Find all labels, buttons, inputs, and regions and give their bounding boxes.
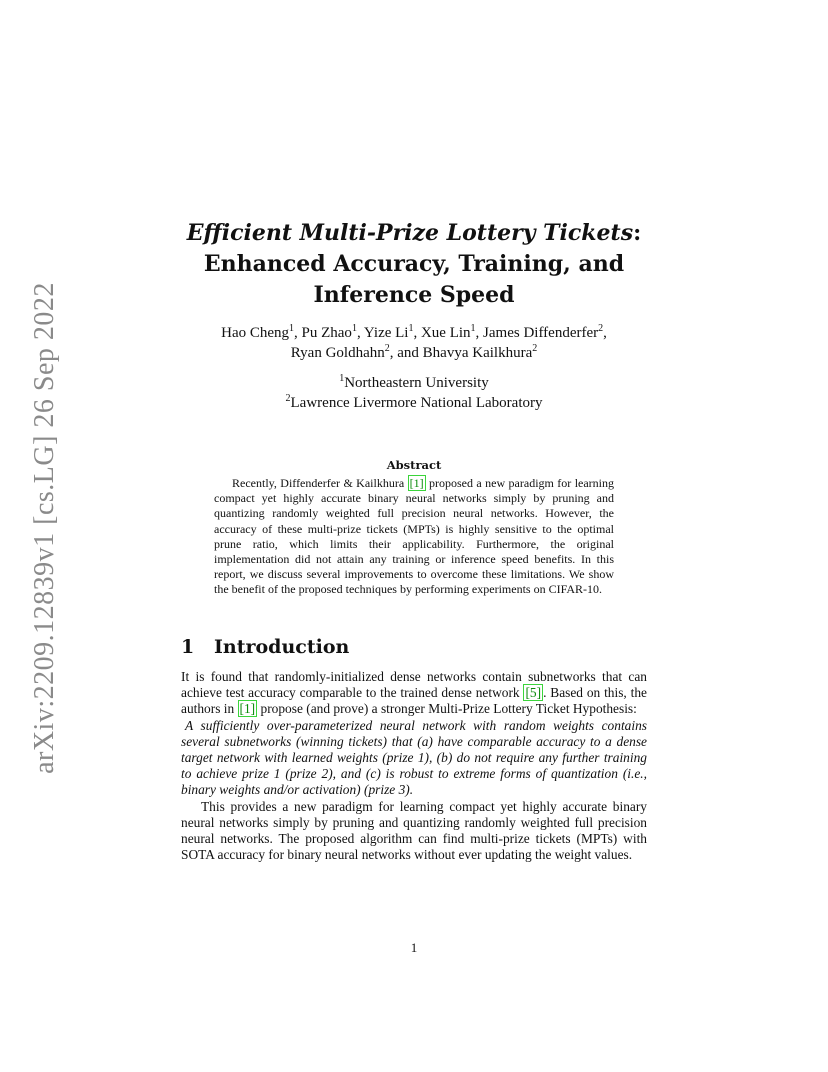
author: Bhavya Kailkhura$^2$ bbox=[422, 343, 538, 361]
affiliation-list bbox=[200, 373, 628, 413]
author: Ryan Goldhahn$^2$, and bbox=[290, 343, 423, 361]
paragraph: This provides a new paradigm for learning compact yet highly accurate binary neural networks simply by pruning and quantizing randomly weighted full precision neural networks. The proposed algorithm can find multi-prize tickets (MPTs) with SOTA accuracy for binary neural networks without ever updating the weight values. bbox=[181, 798, 647, 863]
affiliation: $^2$Lawrence Livermore National Laboratory bbox=[285, 393, 543, 411]
citation-link[interactable]: [5] bbox=[525, 685, 542, 701]
citation-link[interactable]: [1] bbox=[239, 701, 256, 717]
title-italic-part: Efficient Multi-Prize Lottery Tickets bbox=[186, 220, 634, 246]
title-line-3: Inference Speed bbox=[313, 282, 515, 308]
arxiv-identifier-stamp: arXiv:2209.12839v1 [cs.LG] 26 Sep 2022 bbox=[29, 282, 60, 774]
hypothesis-statement: A sufficiently over-parameterized neural network with random weights contains several subnetworks (winning tickets) that (a) have comparable accuracy to a dense target network with learned weights (prize 1), (b) do not require any further training to achieve prize 1 (prize 2), and (c) is robust to extreme forms of quantization (i.e., binary weights and/or activation) (prize 3). bbox=[181, 717, 647, 798]
affiliation: $^1$Northeastern University bbox=[339, 373, 489, 391]
section-heading-introduction bbox=[181, 636, 349, 658]
author: Yize Li$^1$, bbox=[363, 323, 421, 341]
author: Pu Zhao$^1$, bbox=[301, 323, 364, 341]
section-title: Introduction bbox=[214, 636, 350, 658]
page-number: 1 bbox=[410, 940, 418, 955]
author: Hao Cheng$^1$, bbox=[221, 323, 302, 341]
author: Xue Lin$^1$, bbox=[420, 323, 484, 341]
author-list bbox=[170, 323, 658, 363]
title-colon: : bbox=[633, 220, 642, 246]
paper-title bbox=[180, 218, 648, 311]
introduction-body bbox=[181, 669, 647, 863]
section-number: 1 bbox=[181, 636, 195, 658]
citation-link[interactable]: [1] bbox=[409, 476, 424, 490]
paragraph: It is found that randomly-initialized dense networks contain subnetworks that can achieve test accuracy comparable to the trained dense network [5] . Based on this, the authors in [1] propose (and prove) a stronger Multi-Prize Lottery Ticket Hypothesis: bbox=[181, 669, 647, 717]
title-line-2: Enhanced Accuracy, Training, and bbox=[203, 251, 625, 277]
abstract-heading: Abstract bbox=[386, 458, 442, 472]
author: James Diffenderfer$^2$, bbox=[483, 323, 607, 341]
abstract-text: Recently, Diffenderfer & Kailkhura [1] proposed a new paradigm for learning compact yet highly accurate binary neural networks simply by pruning and quantizing randomly weighted full precision neural networks. However, the accuracy of these multi-prize tickets (MPTs) is highly sensitive to the optimal prune ratio, which limits their applicability. Furthermore, the original implementation did not attain any training or inference speed benefits. In this report, we discuss several improvements to overcome these limitations. We show the benefit of the proposed techniques by performing experiments on CIFAR-10. bbox=[214, 476, 615, 597]
